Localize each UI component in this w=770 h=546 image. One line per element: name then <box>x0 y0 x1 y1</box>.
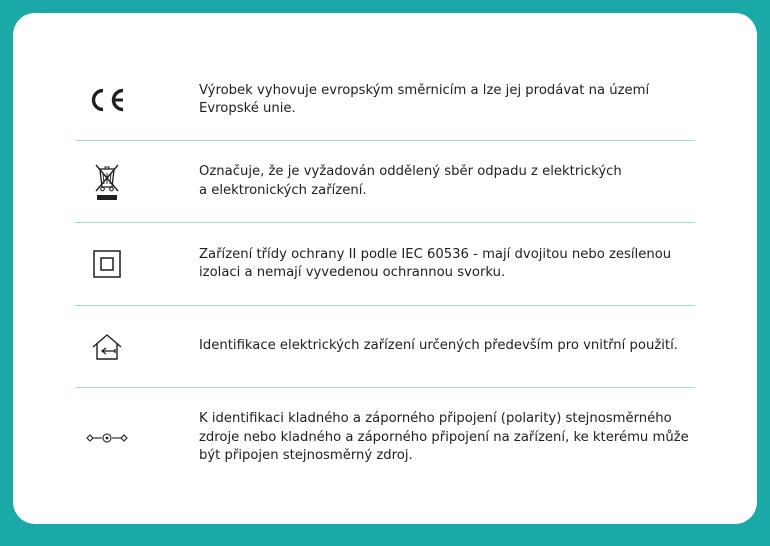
list-item-class-ii <box>75 223 695 306</box>
dc-polarity-connector-icon <box>75 432 139 444</box>
ce-description: Výrobek vyhovuje evropským směrnicím a lze jej prodávat na území Evropské unie. <box>199 82 650 116</box>
class-ii-description: Zařízení třídy ochrany II podle IEC 60536 - mají dvojitou nebo zesílenou izolaci a nemají vyvedenou ochrannou svorku. <box>199 246 672 280</box>
list-item-weee <box>75 141 695 223</box>
dc-polarity-description: K identifikaci kladného a záporného připojení (polarity) stejnosměrného zdroje nebo kladného a záporného připojení na zařízení, ke kterému může být připojen stejnosměrný zdroj. <box>199 411 689 464</box>
info-card <box>13 13 757 524</box>
list-item-indoor <box>75 306 695 388</box>
indoor-description: Identifikace elektrických zařízení určených především pro vnitřní použití. <box>199 338 678 354</box>
symbol-list <box>75 60 695 488</box>
list-item-ce <box>75 60 695 141</box>
double-insulation-class-ii-icon <box>75 250 139 278</box>
list-item-dc-polarity <box>75 388 695 488</box>
indoor-use-house-icon <box>75 333 139 361</box>
crossed-out-wheelie-bin-icon <box>75 163 139 201</box>
weee-description: Označuje, že je vyžadován oddělený sběr odpadu z elektrických a elektronických zařízení. <box>199 164 622 198</box>
ce-mark-icon <box>75 86 139 114</box>
